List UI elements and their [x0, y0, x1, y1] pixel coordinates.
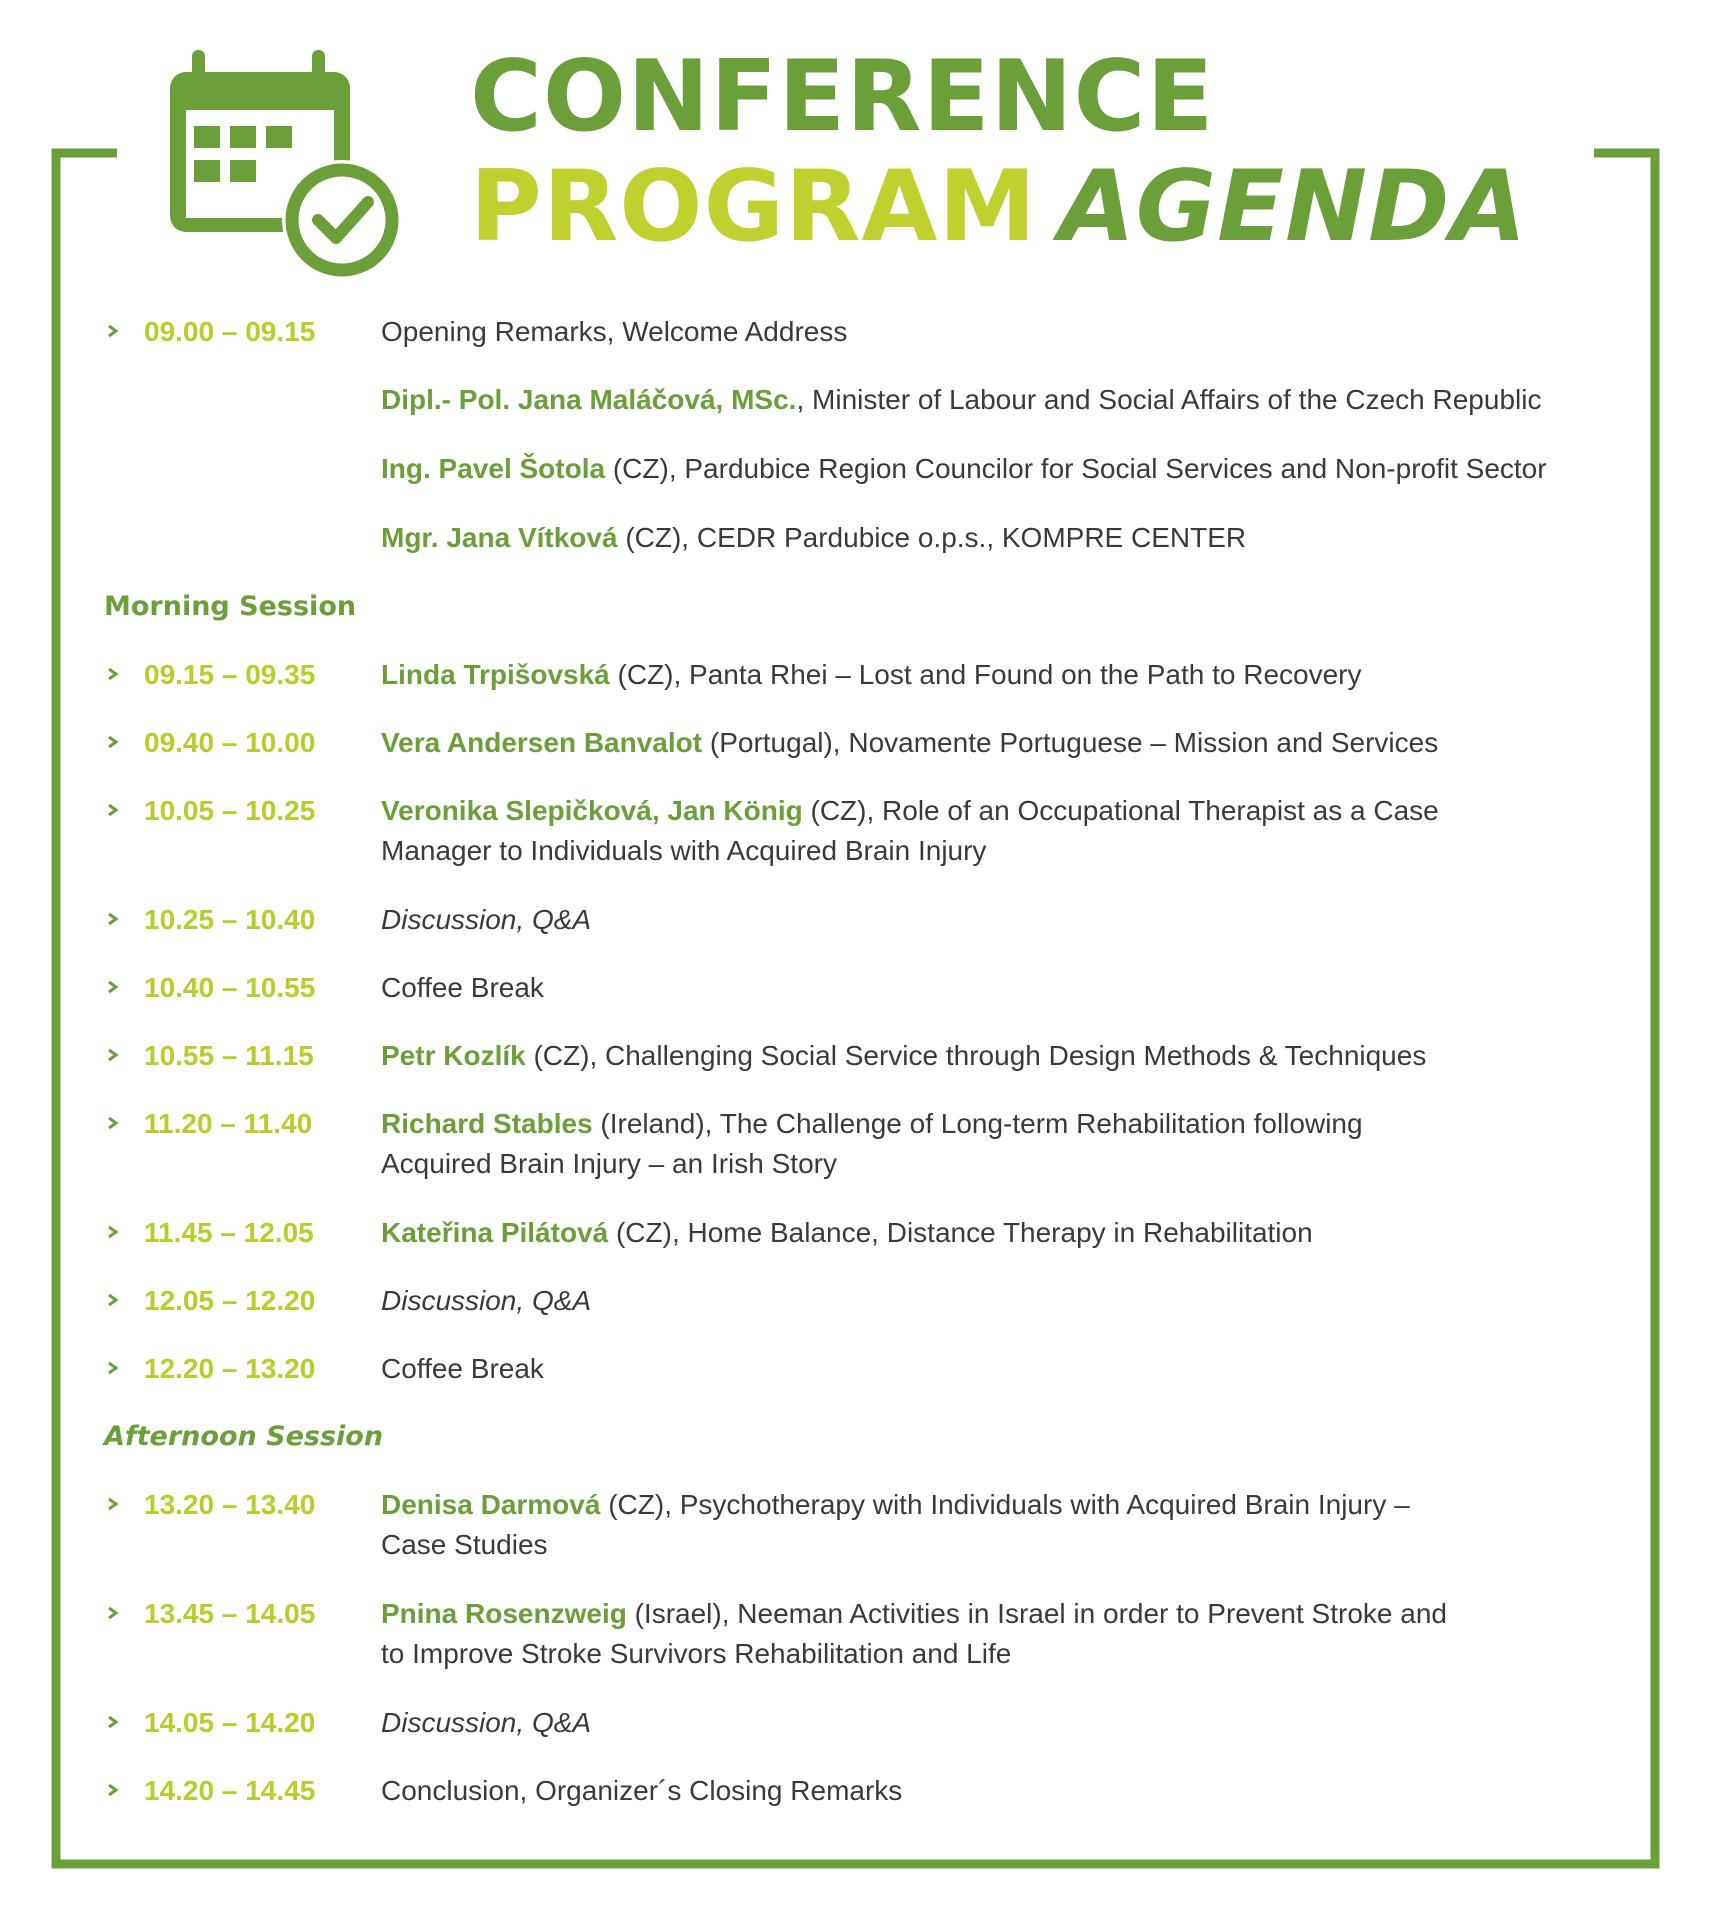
item-description [381, 1036, 1621, 1076]
title-line-2 [470, 150, 1528, 264]
speaker-text [381, 518, 1621, 558]
item-title: Discussion, Q&A [381, 1707, 592, 1738]
item-description [381, 1104, 1441, 1184]
item-time: 10.05 – 10.25 [144, 795, 316, 826]
speaker-name: Linda Trpišovská [381, 659, 610, 690]
speaker-name: Dipl.- Pol. Jana Maláčová, MSc. [381, 384, 797, 415]
agenda-item [104, 1036, 1624, 1104]
title-conference: CONFERENCE [470, 40, 1215, 154]
item-description [381, 1213, 1621, 1253]
talk-title: (CZ), Home Balance, Distance Therapy in Rehabilitation [608, 1217, 1313, 1248]
item-time: 09.15 – 09.35 [144, 659, 316, 690]
agenda-item [104, 791, 1624, 900]
speaker-name: Mgr. Jana Vítková [381, 522, 618, 553]
item-time: 10.55 – 11.15 [144, 1040, 314, 1071]
item-time: 13.20 – 13.40 [144, 1489, 316, 1520]
chevron-right-icon [106, 1497, 120, 1511]
chevron-right-icon [106, 980, 120, 994]
speaker-name: Denisa Darmová [381, 1489, 601, 1520]
agenda-item [104, 1771, 1624, 1839]
speaker-name: Richard Stables [381, 1108, 593, 1139]
speaker-text [381, 449, 1621, 489]
agenda-item [104, 900, 1624, 968]
item-time: 11.45 – 12.05 [144, 1217, 314, 1248]
chevron-right-icon [106, 1293, 120, 1307]
calendar-check-icon [160, 42, 405, 282]
item-time: 09.00 – 09.15 [144, 316, 316, 347]
chevron-right-icon [106, 912, 120, 926]
speaker-name: Vera Andersen Banvalot [381, 727, 703, 758]
speaker-row [104, 380, 1624, 449]
talk-title: (CZ), Panta Rhei – Lost and Found on the Path to Recovery [609, 659, 1362, 690]
agenda-item [104, 723, 1624, 791]
item-time: 13.45 – 14.05 [144, 1598, 316, 1629]
chevron-right-icon [106, 324, 120, 338]
item-description [381, 723, 1621, 763]
item-title: Discussion, Q&A [381, 904, 592, 935]
session-heading-morning: Morning Session [104, 591, 357, 622]
agenda-item [104, 655, 1624, 723]
chevron-right-icon [106, 1783, 120, 1797]
item-time: 09.40 – 10.00 [144, 727, 316, 758]
item-time: 12.20 – 13.20 [144, 1353, 316, 1384]
chevron-right-icon [106, 803, 120, 817]
speaker-name: Veronika Slepičková, Jan König [381, 795, 803, 826]
item-time: 10.40 – 10.55 [144, 972, 316, 1003]
chevron-right-icon [106, 1048, 120, 1062]
speaker-role: (CZ), Pardubice Region Councilor for Social Services and Non-profit Sector [605, 453, 1547, 484]
chevron-right-icon [106, 1225, 120, 1239]
talk-title: (Israel), Neeman Activities in Israel in order to Prevent Stroke and to Improve Stroke Survivors Rehabilitation and Life [381, 1598, 1447, 1669]
item-time: 11.20 – 11.40 [144, 1108, 313, 1139]
session-heading-afternoon: Afternoon Session [104, 1421, 384, 1452]
chevron-right-icon [106, 667, 120, 681]
agenda-item-opening [104, 312, 1624, 380]
chevron-right-icon [106, 1606, 120, 1620]
agenda-item [104, 1703, 1624, 1771]
talk-title: (Ireland), The Challenge of Long-term Rehabilitation following Acquired Brain Injury – an Irish Story [381, 1108, 1363, 1179]
talk-title: (CZ), Psychotherapy with Individuals with Acquired Brain Injury – Case Studies [381, 1489, 1410, 1560]
speaker-role: , Minister of Labour and Social Affairs of the Czech Republic [796, 384, 1542, 415]
item-description [381, 1485, 1466, 1565]
item-time: 14.20 – 14.45 [144, 1775, 316, 1806]
item-title: Coffee Break [381, 972, 544, 1003]
item-description [381, 1594, 1471, 1674]
agenda-item [104, 1485, 1624, 1594]
agenda-item [104, 1281, 1624, 1349]
agenda-item [104, 1349, 1624, 1417]
item-time: 14.05 – 14.20 [144, 1707, 316, 1738]
item-title: Discussion, Q&A [381, 1285, 592, 1316]
talk-title: (CZ), Role of an Occupational Therapist as a Case Manager to Individuals with Acquired Brain Injury [381, 795, 1439, 866]
item-time: 12.05 – 12.20 [144, 1285, 316, 1316]
speaker-name: Pnina Rosenzweig [381, 1598, 627, 1629]
agenda-item [104, 1104, 1624, 1213]
item-title: Opening Remarks, Welcome Address [381, 316, 848, 347]
speaker-row [104, 449, 1624, 518]
speaker-text [381, 380, 1621, 420]
talk-title: (CZ), Challenging Social Service through Design Methods & Techniques [525, 1040, 1427, 1071]
speaker-name: Petr Kozlík [381, 1040, 526, 1071]
chevron-right-icon [106, 1361, 120, 1375]
speaker-name: Kateřina Pilátová [381, 1217, 609, 1248]
item-time: 10.25 – 10.40 [144, 904, 316, 935]
agenda-list [104, 312, 1624, 1839]
title-agenda: AGENDA [1058, 150, 1528, 264]
item-description [381, 791, 1471, 871]
chevron-right-icon [106, 1715, 120, 1729]
item-description [381, 655, 1621, 695]
title-program: PROGRAM [470, 150, 1037, 264]
talk-title: (Portugal), Novamente Portuguese – Mission and Services [702, 727, 1439, 758]
item-title: Conclusion, Organizer´s Closing Remarks [381, 1775, 903, 1806]
speaker-name: Ing. Pavel Šotola [381, 453, 606, 484]
speaker-row [104, 518, 1624, 587]
chevron-right-icon [106, 735, 120, 749]
page-title [470, 40, 1528, 264]
chevron-right-icon [106, 1116, 120, 1130]
speaker-role: (CZ), CEDR Pardubice o.p.s., KOMPRE CENTER [617, 522, 1247, 553]
agenda-item [104, 1594, 1624, 1703]
agenda-item [104, 968, 1624, 1036]
agenda-item [104, 1213, 1624, 1281]
item-title: Coffee Break [381, 1353, 544, 1384]
